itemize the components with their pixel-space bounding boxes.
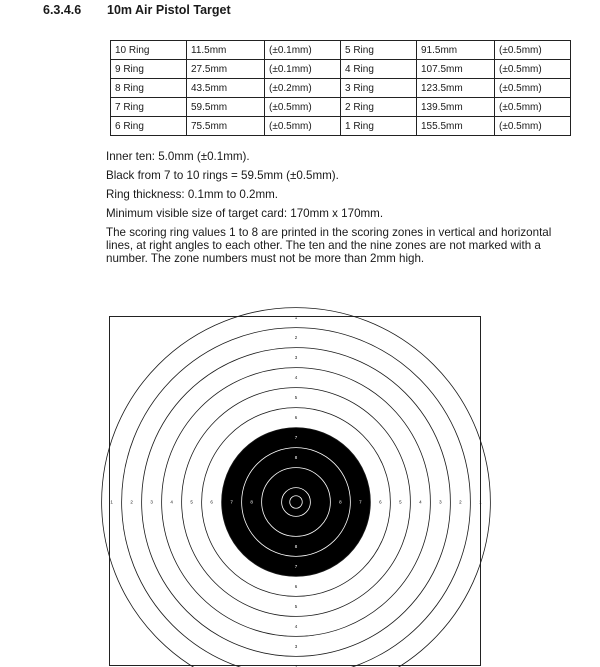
cell-left-ring: 9 Ring <box>111 60 187 79</box>
note-ring-thickness: Ring thickness: 0.1mm to 0.2mm. <box>106 188 279 201</box>
note-scoring-numbers: The scoring ring values 1 to 8 are printed in the scoring zones in vertical and horizontal lines, at right angles to each other. The ten and the nine zones are not marked with a number. The zone numbers must not be more than 2mm high. <box>106 226 552 265</box>
cell-left-size: 27.5mm <box>187 60 265 79</box>
zone-number: 5 <box>294 603 298 609</box>
cell-left-tol: (±0.2mm) <box>265 79 341 98</box>
cell-right-size: 107.5mm <box>417 60 495 79</box>
zone-number: 1 <box>110 499 113 505</box>
zone-number: 7 <box>294 435 298 441</box>
cell-left-ring: 10 Ring <box>111 41 187 60</box>
zone-number: 3 <box>150 499 153 505</box>
zone-number: 4 <box>170 499 173 505</box>
zone-number: 2 <box>294 335 298 341</box>
zone-number: 3 <box>439 499 442 505</box>
cell-right-ring: 1 Ring <box>341 117 417 136</box>
zone-number: 5 <box>190 499 193 505</box>
cell-left-ring: 6 Ring <box>111 117 187 136</box>
zone-number: 6 <box>210 499 213 505</box>
cell-left-tol: (±0.5mm) <box>265 117 341 136</box>
cell-right-ring: 5 Ring <box>341 41 417 60</box>
black-aiming-area <box>222 428 371 577</box>
zone-number: 7 <box>359 499 362 505</box>
table-row <box>111 60 571 79</box>
zone-number: 8 <box>250 499 253 505</box>
zone-number: 1 <box>294 315 298 321</box>
section-title: 10m Air Pistol Target <box>107 3 231 17</box>
cell-right-size: 139.5mm <box>417 98 495 117</box>
note-min-size: Minimum visible size of target card: 170mm x 170mm. <box>106 207 384 220</box>
note-black-area: Black from 7 to 10 rings = 59.5mm (±0.5mm). <box>106 169 339 182</box>
cell-right-tol: (±0.5mm) <box>495 117 571 136</box>
cell-left-ring: 7 Ring <box>111 98 187 117</box>
cell-right-size: 123.5mm <box>417 79 495 98</box>
table-row <box>111 117 571 136</box>
table-row <box>111 98 571 117</box>
zone-number: 4 <box>294 623 298 629</box>
cell-left-size: 75.5mm <box>187 117 265 136</box>
cell-left-size: 43.5mm <box>187 79 265 98</box>
zone-number: 8 <box>339 499 342 505</box>
cell-left-size: 11.5mm <box>187 41 265 60</box>
zone-number: 4 <box>419 499 422 505</box>
zone-number: 3 <box>294 355 298 361</box>
zone-number: 1 <box>479 499 482 505</box>
zone-number: 3 <box>294 643 298 649</box>
zone-number: 2 <box>130 499 133 505</box>
target-card <box>109 316 481 666</box>
zone-number: 5 <box>399 499 402 505</box>
zone-number: 8 <box>294 455 298 461</box>
air-pistol-target <box>110 317 482 667</box>
table-row <box>111 79 571 98</box>
cell-right-tol: (±0.5mm) <box>495 60 571 79</box>
zone-number: 8 <box>294 543 298 549</box>
zone-number: 5 <box>294 395 298 401</box>
cell-left-tol: (±0.5mm) <box>265 98 341 117</box>
cell-left-tol: (±0.1mm) <box>265 60 341 79</box>
cell-left-size: 59.5mm <box>187 98 265 117</box>
zone-number: 7 <box>230 499 233 505</box>
cell-left-tol: (±0.1mm) <box>265 41 341 60</box>
zone-number: 7 <box>294 563 298 569</box>
zone-number: 6 <box>294 415 298 421</box>
cell-right-ring: 2 Ring <box>341 98 417 117</box>
cell-right-size: 155.5mm <box>417 117 495 136</box>
zone-number: 6 <box>379 499 382 505</box>
section-heading <box>43 3 231 17</box>
cell-right-tol: (±0.5mm) <box>495 98 571 117</box>
specification-notes <box>106 150 566 273</box>
table-row <box>111 41 571 60</box>
section-number: 6.3.4.6 <box>43 3 82 17</box>
cell-right-tol: (±0.5mm) <box>495 79 571 98</box>
zone-number: 2 <box>294 663 298 667</box>
zone-number: 2 <box>459 499 462 505</box>
note-inner-ten: Inner ten: 5.0mm (±0.1mm). <box>106 150 250 163</box>
cell-left-ring: 8 Ring <box>111 79 187 98</box>
zone-number: 6 <box>294 583 298 589</box>
cell-right-size: 91.5mm <box>417 41 495 60</box>
cell-right-tol: (±0.5mm) <box>495 41 571 60</box>
zone-number: 4 <box>294 375 298 381</box>
cell-right-ring: 3 Ring <box>341 79 417 98</box>
ring-dimensions-table <box>110 40 571 136</box>
cell-right-ring: 4 Ring <box>341 60 417 79</box>
